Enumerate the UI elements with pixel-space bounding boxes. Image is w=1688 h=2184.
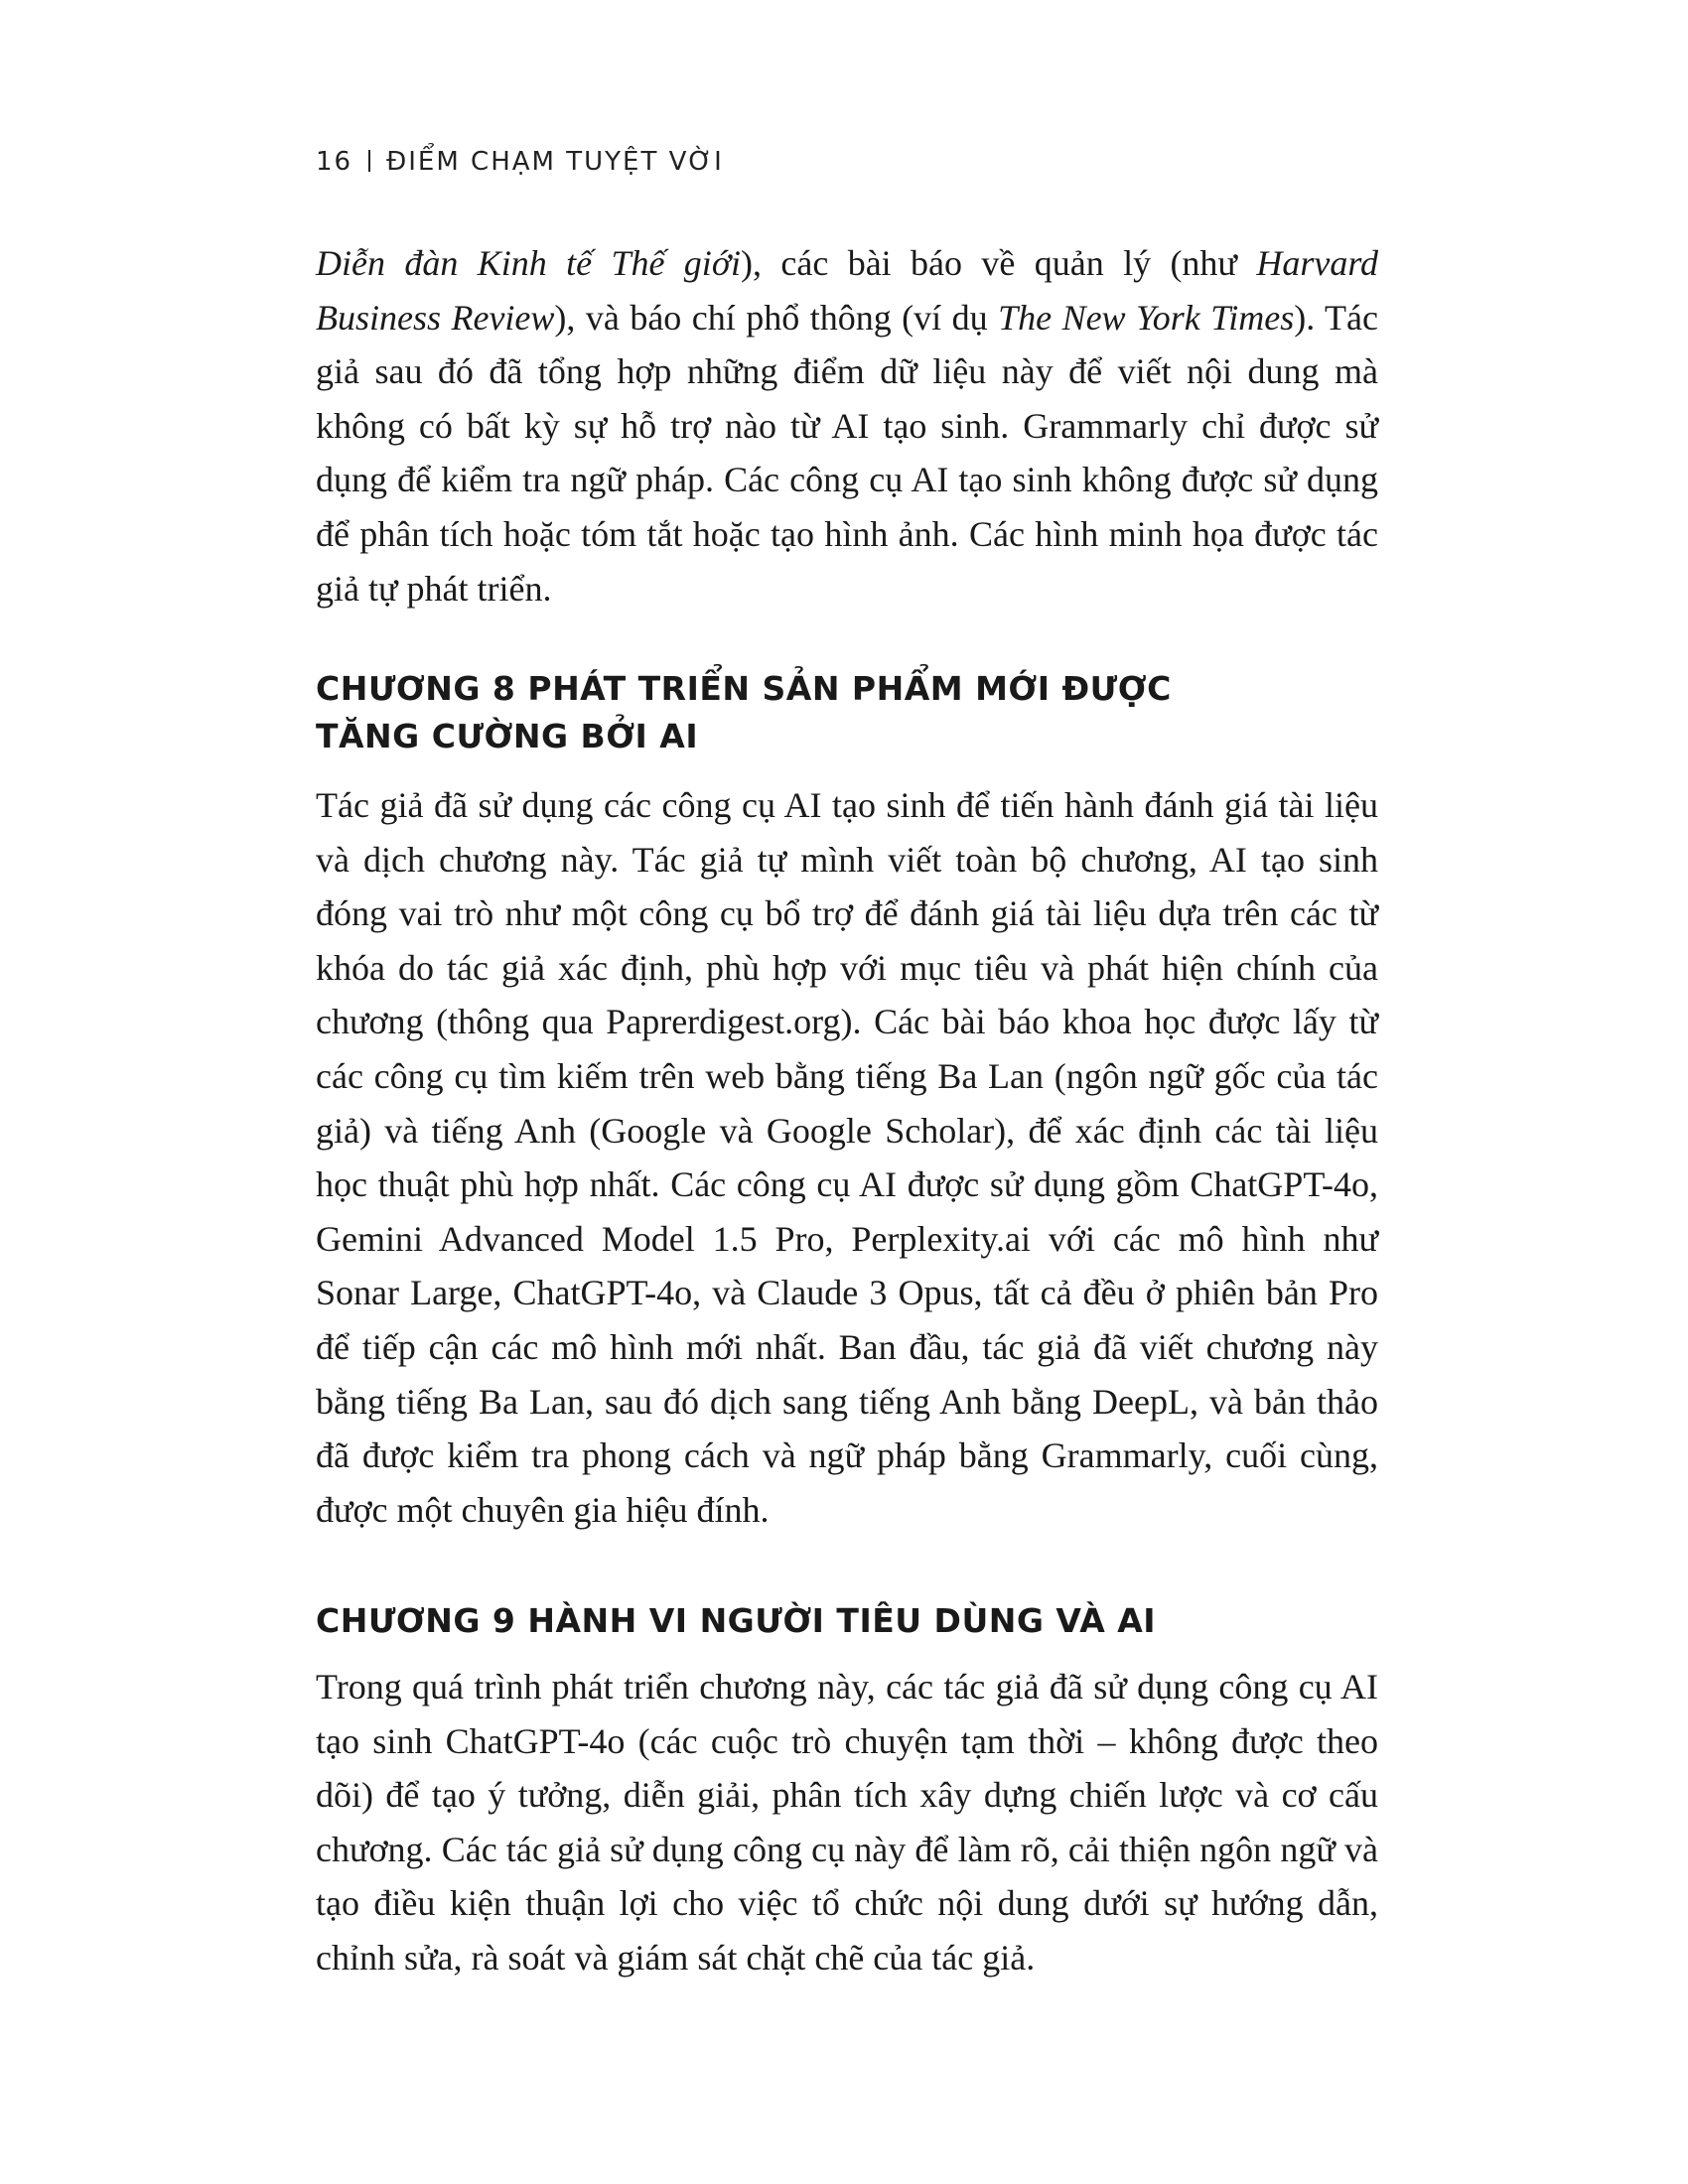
chapter-9-paragraph: Trong quá trình phát triển chương này, các tác giả đã sử dụng công cụ AI tạo sinh ChatGPT-4o (các cuộc trò chuyện tạm thời – không được theo dõi) để tạo ý tưởng, diễn giải, phân tích xây dựng chiến lược và cơ cấu chương. Các tác giả sử dụng công cụ này để làm rõ, cải thiện ngôn ngữ và tạo điều kiện thuận lợi cho việc tổ chức nội dung dưới sự hướng dẫn, chỉnh sửa, rà soát và giám sát chặt chẽ của tác giả. (316, 1667, 1378, 1978)
intro-italic-nyt: The New York Times (998, 297, 1295, 338)
running-title: ĐIỂM CHẠM TUYỆT VỜI (386, 147, 724, 177)
chapter-8-heading-line-2: TĂNG CƯỜNG BỞI AI (316, 717, 699, 755)
running-header (316, 147, 724, 177)
chapter-9-heading: CHƯƠNG 9 HÀNH VI NGƯỜI TIÊU DÙNG VÀ AI (316, 1601, 1157, 1640)
intro-text-3: ). Tác giả sau đó đã tổng hợp những điểm dữ liệu này để viết nội dung mà không có bất kỳ sự hỗ trợ nào từ AI tạo sinh. Grammarly chỉ được sử dụng để kiểm tra ngữ pháp. Các công cụ AI tạo sinh không được sử dụng để phân tích hoặc tóm tắt hoặc tạo hình ảnh. Các hình minh họa được tác giả tự phát triển. (316, 297, 1378, 609)
header-separator (368, 150, 370, 172)
intro-text-1: ), các bài báo về quản lý (như (741, 243, 1257, 283)
page-number: 16 (316, 147, 353, 177)
chapter-8-heading (316, 665, 1378, 760)
intro-italic-hbr: Harvard Business Review (316, 243, 1378, 338)
intro-italic-wef: Diễn đàn Kinh tế Thế giới (316, 243, 742, 283)
intro-paragraph (316, 236, 1378, 615)
chapter-8-heading-line-1: CHƯƠNG 8 PHÁT TRIỂN SẢN PHẨM MỚI ĐƯỢC (316, 669, 1172, 708)
intro-text-2: ), và báo chí phổ thông (ví dụ (554, 297, 999, 338)
chapter-8-paragraph: Tác giả đã sử dụng các công cụ AI tạo sinh để tiến hành đánh giá tài liệu và dịch chương này. Tác giả tự mình viết toàn bộ chương, AI tạo sinh đóng vai trò như một công cụ bổ trợ để đánh giá tài liệu dựa trên các từ khóa do tác giả xác định, phù hợp với mục tiêu và phát hiện chính của chương (thông qua Paprerdigest.org). Các bài báo khoa học được lấy từ các công cụ tìm kiếm trên web bằng tiếng Ba Lan (ngôn ngữ gốc của tác giả) và tiếng Anh (Google và Google Scholar), để xác định các tài liệu học thuật phù hợp nhất. Các công cụ AI được sử dụng gồm ChatGPT-4o, Gemini Advanced Model 1.5 Pro, Perplexity.ai với các mô hình như Sonar Large, ChatGPT-4o, và Claude 3 Opus, tất cả đều ở phiên bản Pro để tiếp cận các mô hình mới nhất. Ban đầu, tác giả đã viết chương này bằng tiếng Ba Lan, sau đó dịch sang tiếng Anh bằng DeepL, và bản thảo đã được kiểm tra phong cách và ngữ pháp bằng Grammarly, cuối cùng, được một chuyên gia hiệu đính. (316, 785, 1378, 1530)
